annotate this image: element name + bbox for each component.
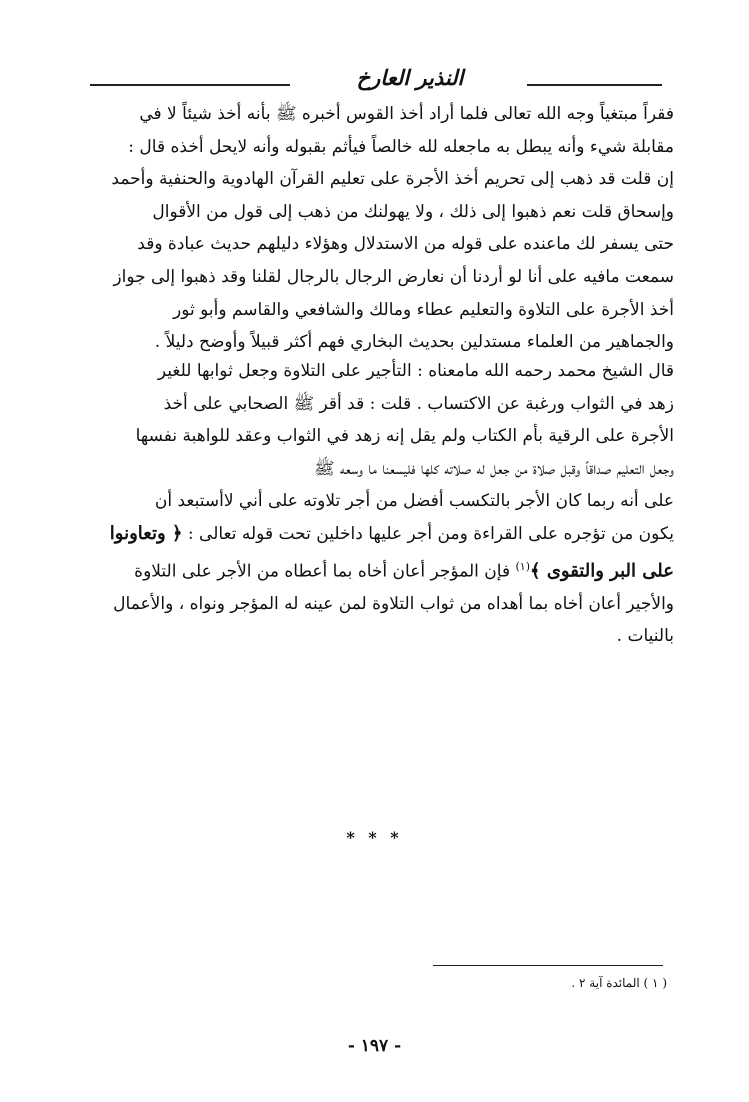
text-line: زهد في الثواب ورغبة عن الاكتساب . قلت : قد أقر ﷺ الصحابي على أخذ: [163, 393, 674, 414]
running-header: [90, 64, 662, 92]
quran-quote-end: على البر والتقوى ﴾: [530, 560, 674, 582]
text-line: بالنيات .: [616, 626, 674, 647]
text-line: وإسحاق قلت نعم ذهبوا إلى ذلك ، ولا يهولنك من ذهب إلى قول من الأقوال: [152, 201, 674, 222]
page-number: - ١٩٧ -: [347, 1036, 402, 1056]
text-line: الأجرة على الرقية بأم الكتاب ولم يقل إنه زهد في الثواب وعقد للواهبة نفسها: [135, 426, 674, 447]
footnote-marker: (١): [515, 559, 530, 573]
text-line: أخذ الأجرة على التلاوة والتعليم عطاء ومالك والشافعي والقاسم وأبو ثور: [173, 299, 674, 320]
text-line: سمعت مافيه على أنا لو أردنا أن نعارض الرجال بالرجال لقلنا وقد ذهبوا إلى جواز: [113, 266, 674, 287]
footnote-rule: [433, 965, 663, 966]
text-line: والأجير أعان أخاه بما أهداه من ثواب التلاوة لمن عينه له المؤجر ونواه ، والأعمال: [113, 593, 674, 614]
paragraph-1: [82, 98, 674, 359]
header-rule-left: [90, 84, 290, 86]
header-title: النذير العارخ: [356, 65, 464, 90]
footnote: ( ١ ) المائدة آية ٢ .: [571, 976, 667, 990]
quran-quote-start: ﴿ وتعاونوا: [109, 522, 183, 544]
text-line: إن قلت قد ذهب إلى تحريم أخذ الأجرة على تعليم القرآن الهادوية والحنفية وأحمد: [111, 169, 674, 190]
text-line: مقابلة شيء وأنه يبطل به ماجعله لله خالصاً فيأثم بقبوله وأنه لايحل أخذه قال :: [128, 136, 674, 157]
text-line: [82, 518, 674, 551]
paragraph-2: [82, 355, 674, 653]
text-line: فقراً مبتغياً وجه الله تعالى فلما أراد أخذ القوس أخبره ﷺ بأنه أخذ شيئاً لا في: [139, 104, 674, 124]
text-line: [82, 551, 674, 588]
text-line: حتى يسفر لك ماعنده على قوله من الاستدلال وهؤلاء دليلهم حديث عبادة وقد: [137, 234, 674, 255]
text-line: على أنه ربما كان الأجر بالتكسب أفضل من أجر تلاوته على أني لاأستبعد أن: [154, 491, 674, 512]
text-line: والجماهير من العلماء مستدلين بحديث البخاري فهم أكثر قبيلاً وأوضح دليلاً .: [154, 332, 674, 353]
text-line: قال الشيخ محمد رحمه الله مامعناه : التأجير على التلاوة وجعل ثوابها للغير: [157, 361, 674, 381]
section-break: * * *: [346, 828, 403, 847]
line-text: فإن المؤجر أعان أخاه بما أعطاه من الأجر على التلاوة: [134, 561, 516, 582]
text-line: وجعل التعليم صداقاً وقبل صلاة من جعل له صلاته كلها فليسعنا ما وسعه ﷺ: [314, 458, 674, 479]
line-text: يكون من تؤجره على القراءة ومن أجر عليها داخلين تحت قوله تعالى :: [182, 523, 674, 544]
header-rule-right: [527, 84, 662, 86]
